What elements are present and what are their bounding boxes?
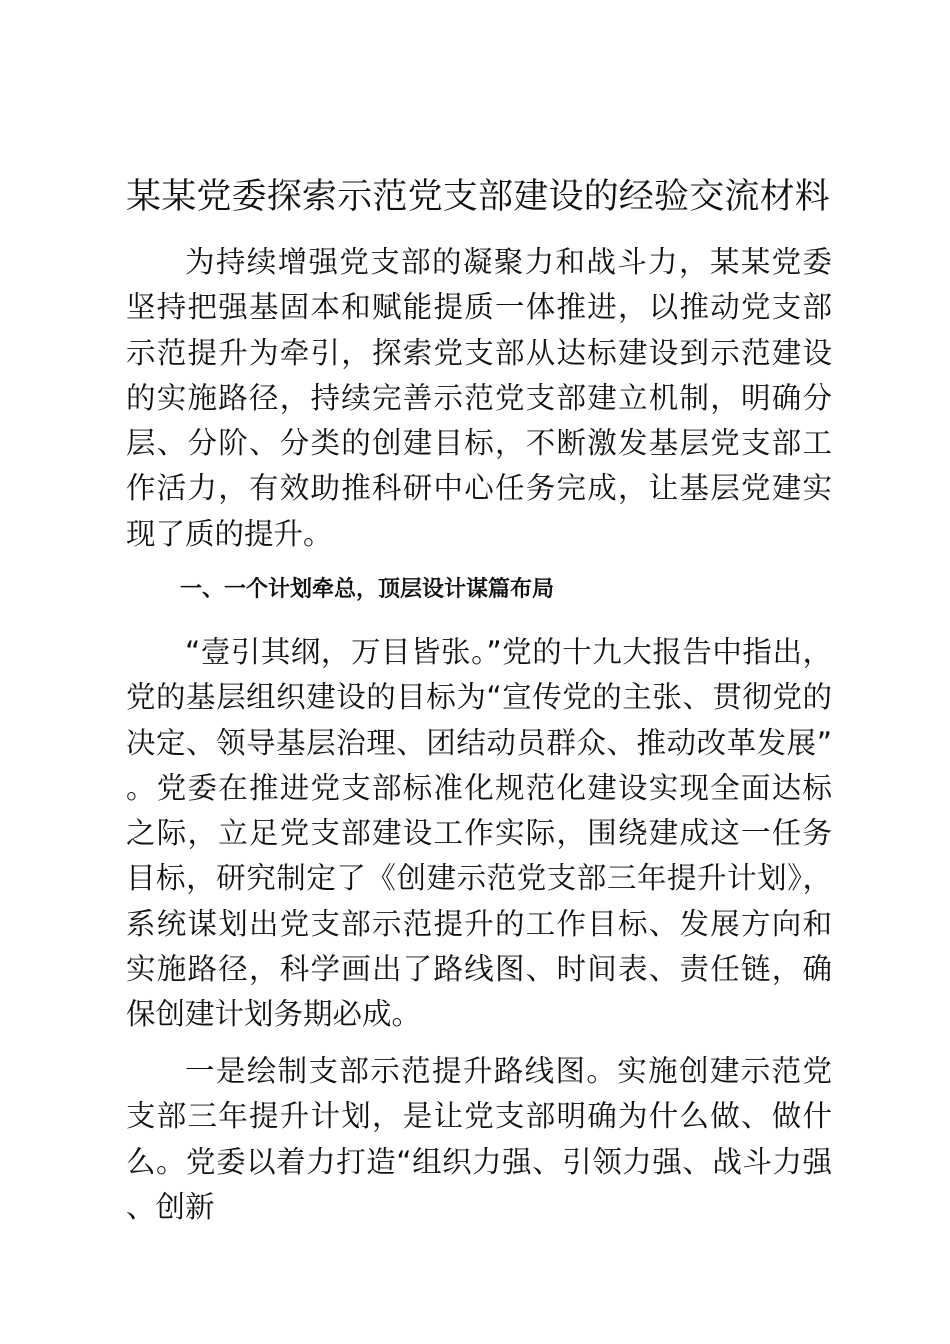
section-paragraph-2: 一是绘制支部示范提升路线图。实施创建示范党支部三年提升计划，是让党支部明确为什么做、做什么。党委以着力打造“组织力强、引领力强、战斗力强、创新 xyxy=(126,1054,832,1224)
document-title: 某某党委探索示范党支部建设的经验交流材料 xyxy=(126,177,831,217)
section-heading: 一、一个计划牵总，顶层设计谋篇布局 xyxy=(180,577,555,602)
section-paragraph-1: “壹引其纲，万目皆张。”党的十九大报告中指出，党的基层组织建设的目标为“宣传党的主张、贯彻党的决定、领导基层治理、团结动员群众、推动改革发展”。党委在推进党支部标准化规范化建设实现全面达标之际，立足党支部建设工作实际，围绕建成这一任务目标，研究制定了《创建示范党支部三年提升计划》，系统谋划出党支部示范提升的工作目标、发展方向和实施路径，科学画出了路线图、时间表、责任链，确保创建计划务期必成。 xyxy=(126,635,832,1032)
intro-paragraph: 为持续增强党支部的凝聚力和战斗力，某某党委坚持把强基固本和赋能提质一体推进，以推动党支部示范提升为牵引，探索党支部从达标建设到示范建设的实施路径，持续完善示范党支部建立机制，明确分层、分阶、分类的创建目标，不断激发基层党支部工作活力，有效助推科研中心任务完成，让基层党建实现了质的提升。 xyxy=(126,245,832,551)
